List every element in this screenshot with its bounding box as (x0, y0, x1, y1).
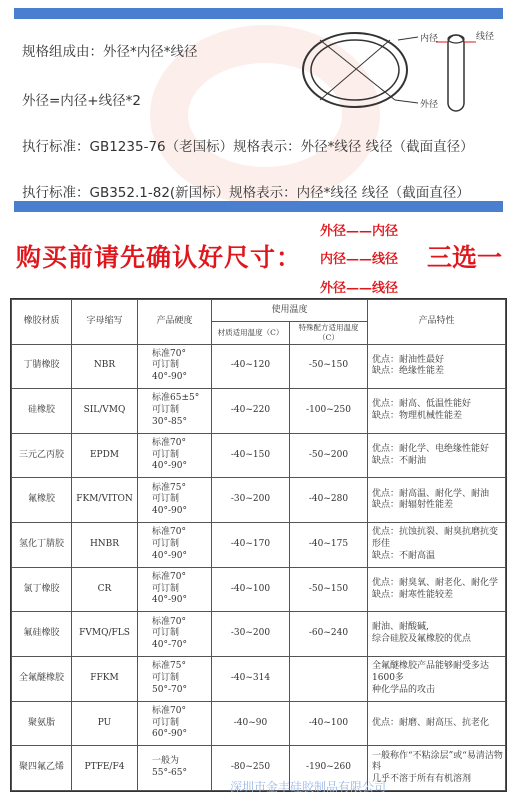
spec-composition: 规格组成由：外径*内径*线径 (22, 44, 198, 60)
table-row (12, 701, 506, 746)
cell-normal: -40~100 (212, 567, 290, 612)
top-blue-bar (14, 8, 503, 19)
cell-line: 可订制30°-85° (152, 405, 187, 427)
cell-line: 可订制60°-90° (152, 717, 187, 740)
cell-hardness (138, 478, 212, 523)
outer-diameter-label: 外径 (420, 100, 439, 110)
cell-line: 优点：抗蚀抗裂、耐臭抗磨抗变形佳 (372, 527, 499, 550)
cell-material: 氢化丁腈胶 (12, 523, 72, 568)
cell-line: 综合硅胶及氟橡胶的优点 (372, 634, 472, 645)
cell-property (368, 701, 506, 746)
cell-line: 可订制40°-90° (152, 494, 187, 517)
cell-abbr: FVMQ/FLS (72, 612, 138, 657)
cell-abbr: FFKM (72, 656, 138, 701)
cell-line: 耐油、耐酸碱, (372, 622, 429, 633)
cell-abbr: PTFE/F4 (72, 746, 138, 791)
cell-material: 全氟醚橡胶 (12, 656, 72, 701)
table-row (12, 433, 506, 478)
cell-normal: -40~150 (212, 433, 290, 478)
cell-normal: -30~200 (212, 478, 290, 523)
cell-line: 标准70° (152, 348, 186, 359)
cell-line: 标准70° (152, 616, 186, 627)
cell-abbr: NBR (72, 344, 138, 389)
size-confirm-notice: 购买前请先确认好尺寸： (16, 243, 303, 272)
standard-old: 执行标准：GB1235-76（老国标）规格表示：外径*线径 线径（截面直径） (22, 139, 474, 155)
cell-material: 聚氨脂 (12, 701, 72, 746)
cell-property (368, 389, 506, 434)
cell-hardness (138, 523, 212, 568)
cell-property (368, 478, 506, 523)
table-row (12, 389, 506, 434)
cell-hardness (138, 344, 212, 389)
cell-material: 氟硅橡胶 (12, 612, 72, 657)
cell-normal: -80~250 (212, 746, 290, 791)
table-row (12, 523, 506, 568)
cell-line: 标准75° (152, 661, 186, 672)
cell-line: 一般为 (152, 756, 180, 767)
cell-property (368, 433, 506, 478)
cell-line: 优点：耐化学、电绝缘性能好 (372, 443, 490, 454)
option-outer-inner: 外径——内径 (320, 224, 399, 239)
material-table (10, 298, 507, 792)
cell-normal: -40~170 (212, 523, 290, 568)
cell-line: 缺点：耐寒性能较差 (372, 589, 454, 600)
cell-line: 优点：耐臭氧、耐老化、耐化学 (372, 577, 499, 588)
cell-normal: -40~90 (212, 701, 290, 746)
standard-new: 执行标准：GB352.1-82(新国标）规格表示：内径*线径 线径（截面直径） (22, 185, 470, 201)
cell-abbr: EPDM (72, 433, 138, 478)
outer-diameter-formula: 外径=内径+线径*2 (22, 93, 141, 109)
header-hardness: 产品硬度 (138, 300, 212, 345)
cell-material: 聚四氟乙烯 (12, 746, 72, 791)
cell-material: 硅橡胶 (12, 389, 72, 434)
oring-diagram (290, 25, 505, 115)
cell-special: -190~260 (290, 746, 368, 791)
cell-material: 丁腈橡胶 (12, 344, 72, 389)
cell-special: -40~100 (290, 701, 368, 746)
cell-abbr: FKM/VITON (72, 478, 138, 523)
cell-hardness (138, 433, 212, 478)
header-abbr: 字母缩写 (72, 300, 138, 345)
header-temp: 使用温度 (212, 300, 368, 322)
cell-property (368, 344, 506, 389)
table-row (12, 567, 506, 612)
header-property: 产品特性 (368, 300, 506, 345)
cell-normal: -40~314 (212, 656, 290, 701)
cell-hardness (138, 701, 212, 746)
cell-line: 可订制50°-70° (152, 672, 187, 695)
cell-normal: -40~120 (212, 344, 290, 389)
cell-abbr: HNBR (72, 523, 138, 568)
inner-diameter-label: 内径 (420, 34, 439, 44)
cell-abbr: CR (72, 567, 138, 612)
cell-property (368, 612, 506, 657)
cell-line: 可订制40°-90° (152, 539, 187, 561)
cell-line: 种化学品的攻击 (372, 684, 436, 695)
cell-line: 缺点：物理机械性能差 (372, 410, 463, 421)
cell-line: 标准65±5° (152, 393, 200, 404)
cell-special: -50~150 (290, 344, 368, 389)
cell-line: 可订制40°-70° (152, 628, 187, 650)
cell-property (368, 523, 506, 568)
cell-line: 缺点：耐辐射性能差 (372, 500, 454, 511)
cell-line: 可订制40°-90° (152, 449, 187, 472)
middle-blue-bar (14, 201, 503, 212)
cell-material: 氟橡胶 (12, 478, 72, 523)
cell-line: 一般称作“不粘涂层”或“易清洁物料 (372, 750, 503, 773)
cell-line: 可订制40°-90° (152, 583, 187, 606)
cell-material: 氯丁橡胶 (12, 567, 72, 612)
header-material: 橡胶材质 (12, 300, 72, 345)
cell-special: -40~175 (290, 523, 368, 568)
header-temp-special: 特殊配方适用温度（C） (290, 322, 368, 345)
cell-special: -100~250 (290, 389, 368, 434)
option-inner-wire: 内径——线径 (320, 252, 399, 267)
table-row (12, 612, 506, 657)
table-row (12, 656, 506, 701)
cell-line: 标准75° (152, 482, 186, 493)
cell-hardness (138, 656, 212, 701)
cell-line: 标准70° (152, 571, 186, 582)
cell-hardness (138, 567, 212, 612)
cell-abbr: SIL/VMQ (72, 389, 138, 434)
cell-property (368, 746, 506, 791)
cell-line: 优点：耐磨、耐高压、抗老化 (372, 717, 490, 728)
cell-line: 缺点：绝缘性能差 (372, 366, 445, 377)
cell-property (368, 656, 506, 701)
table-row (12, 478, 506, 523)
cell-special: -60~240 (290, 612, 368, 657)
cell-hardness (138, 612, 212, 657)
cell-special: -40~280 (290, 478, 368, 523)
cell-property (368, 567, 506, 612)
table-row (12, 344, 506, 389)
cell-line: 优点：耐高、低温性能好 (372, 399, 472, 410)
cell-normal: -40~220 (212, 389, 290, 434)
cell-line: 优点：耐油性最好 (372, 354, 445, 365)
header-temp-normal: 材质适用温度（C） (212, 322, 290, 345)
choose-one-tag: 三选一 (427, 243, 503, 272)
cell-abbr: PU (72, 701, 138, 746)
cell-line: 标准70° (152, 527, 186, 538)
wire-diameter-label: 线径 (476, 32, 495, 42)
cell-special: -50~200 (290, 433, 368, 478)
cell-normal: -30~200 (212, 612, 290, 657)
cell-line: 可订制40°-90° (152, 360, 187, 383)
option-outer-wire: 外径——线径 (320, 281, 399, 296)
cell-line: 全氟醚橡胶产品能够耐受多达1600多 (372, 661, 490, 683)
cell-line: 标准70° (152, 438, 186, 449)
cell-special (290, 656, 368, 701)
cell-special: -50~150 (290, 567, 368, 612)
cell-line: 缺点：不耐高温 (372, 550, 436, 561)
cell-line: 缺点：不耐油 (372, 455, 427, 466)
cell-material: 三元乙丙胶 (12, 433, 72, 478)
cell-hardness (138, 746, 212, 791)
cell-line: 几乎不溶于所有有机溶剂 (372, 773, 472, 784)
cell-line: 55°-65° (152, 768, 187, 779)
company-name: 深圳市金丰硅胶制品有限公司 (230, 780, 387, 794)
cell-line: 标准70° (152, 705, 186, 716)
cell-line: 优点：耐高温、耐化学、耐油 (372, 488, 490, 499)
cell-hardness (138, 389, 212, 434)
